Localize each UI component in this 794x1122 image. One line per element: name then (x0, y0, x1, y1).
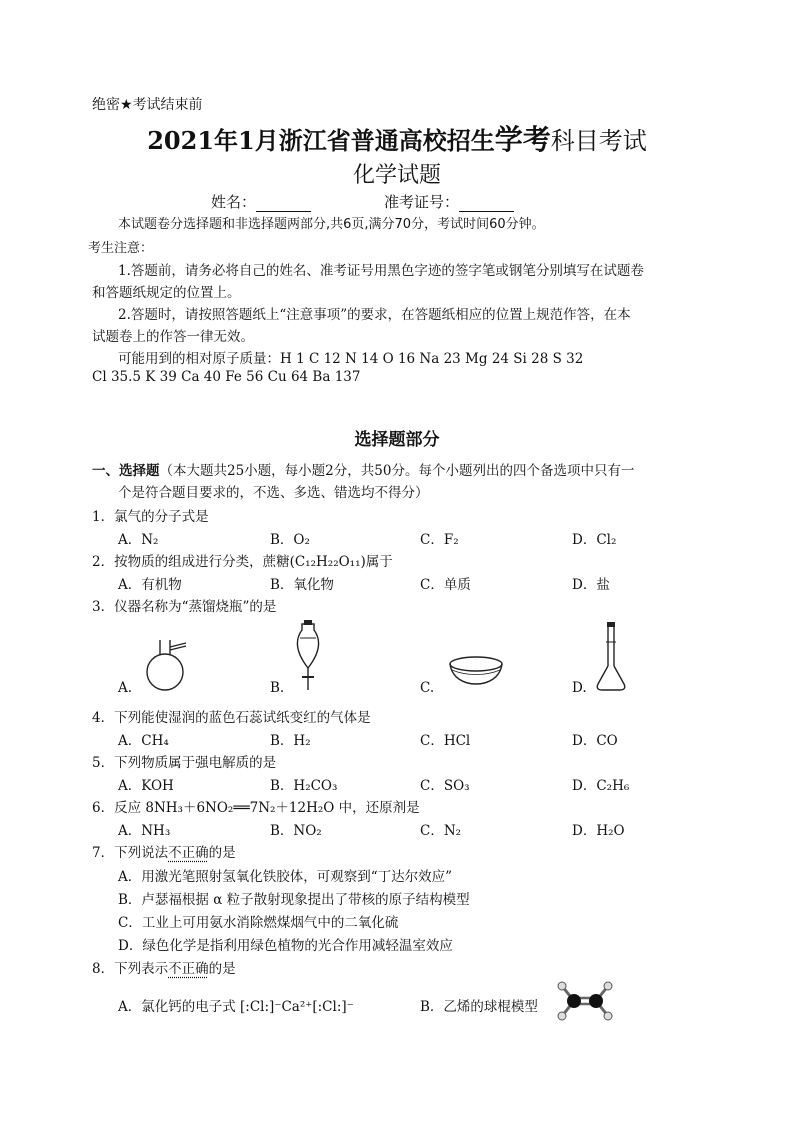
q7-stem-emphasis: 不正确 (168, 845, 209, 861)
q4-option-a: A．CH₄ (118, 733, 169, 749)
notice-1a: 1.答题前，请务必将自己的姓名、准考证号用黑色字迹的签字笔或钢笔分别填写在试题卷 (118, 263, 644, 279)
section-heading: 选择题部分 (354, 430, 440, 450)
title-post: 科目考试 (550, 127, 647, 155)
q3-option-d: D. (572, 680, 587, 696)
q6-option-b: B．NO₂ (270, 823, 322, 839)
q1-option-b: B．O₂ (270, 532, 310, 548)
q4-option-c: C．HCl (420, 733, 471, 749)
q8-stem (92, 957, 236, 977)
q7-option-d: D．绿色化学是指利用绿色植物的光合作用减轻温室效应 (118, 938, 453, 954)
q4-option-b: B．H₂ (270, 733, 311, 749)
distilling-flask-icon (140, 638, 190, 694)
q1-option-c: C．F₂ (420, 532, 459, 548)
ethylene-model-icon (556, 978, 614, 1024)
q2-option-d: D．盐 (572, 577, 610, 593)
notice-2b: 试题卷上的作答一律无效。 (92, 329, 254, 345)
part-one-header (92, 459, 634, 479)
name-blank (256, 197, 311, 212)
volumetric-flask-icon (594, 622, 628, 692)
exam-title (0, 118, 794, 158)
q4-option-d: D．CO (572, 733, 618, 749)
q5-option-d: D．C₂H₆ (572, 778, 630, 794)
q4-stem: 4．下列能使湿润的蓝色石蕊试纸变红的气体是 (92, 710, 371, 726)
id-blank (459, 197, 514, 212)
q1-stem: 1．氯气的分子式是 (92, 509, 209, 525)
notice-1b: 和答题纸规定的位置上。 (92, 285, 241, 301)
q8-stem-post: 的是 (208, 961, 236, 977)
q7-option-c: C．工业上可用氨水消除燃煤烟气中的二氧化硫 (118, 915, 399, 931)
id-label: 准考证号： (384, 193, 460, 211)
confidential-label: 绝密★考试结束前 (92, 97, 203, 113)
q8-option-a: A．氯化钙的电子式 [:Cl:]⁻Ca²⁺[:Cl:]⁻ (118, 999, 354, 1015)
q6-option-a: A．NH₃ (118, 823, 171, 839)
q6-stem: 6．反应 8NH₃＋6NO₂══7N₂＋12H₂O 中，还原剂是 (92, 800, 420, 816)
q1-option-a: A．N₂ (118, 532, 159, 548)
q3-option-c: C. (420, 680, 435, 696)
q5-option-a: A．KOH (118, 778, 174, 794)
q3-option-b: B. (270, 680, 285, 696)
q2-option-b: B．氧化物 (270, 577, 334, 593)
q8-stem-emphasis: 不正确 (168, 961, 209, 977)
name-label: 姓名： (211, 193, 257, 211)
q7-option-a: A．用激光笔照射氢氧化铁胶体，可观察到“丁达尔效应” (118, 869, 453, 885)
q2-stem: 2．按物质的组成进行分类，蔗糖(C₁₂H₂₂O₁₁)属于 (92, 554, 393, 570)
q6-option-d: D．H₂O (572, 823, 625, 839)
q3-stem: 3．仪器名称为“蒸馏烧瓶”的是 (92, 599, 277, 615)
atomic-masses-line1: 可能用到的相对原子质量：H 1 C 12 N 14 O 16 Na 23 Mg 24 Si 28 S 32 (118, 351, 584, 367)
separatory-funnel-icon (290, 620, 326, 692)
q7-stem-pre: 7．下列说法 (92, 845, 169, 861)
title-big: 学考 (494, 123, 551, 156)
q2-option-c: C．单质 (420, 577, 471, 593)
evaporating-dish-icon (446, 654, 506, 686)
exam-subtitle: 化学试题 (352, 163, 441, 188)
q7-stem (92, 841, 236, 861)
atomic-masses-line2: Cl 35.5 K 39 Ca 40 Fe 56 Cu 64 Ba 137 (92, 369, 361, 385)
name-field (211, 191, 311, 212)
title-pre: 2021年1月浙江省普通高校招生 (147, 126, 495, 155)
q5-option-b: B．H₂CO₃ (270, 778, 338, 794)
q6-option-c: C．N₂ (420, 823, 462, 839)
id-field (384, 191, 514, 212)
q8-option-b: B．乙烯的球棍模型 (420, 999, 538, 1015)
q2-option-a: A．有机物 (118, 577, 182, 593)
q5-stem: 5．下列物质属于强电解质的是 (92, 755, 277, 771)
q5-option-c: C．SO₃ (420, 778, 470, 794)
q1-option-d: D．Cl₂ (572, 532, 617, 548)
q3-option-a: A. (118, 680, 133, 696)
exam-intro: 本试题卷分选择题和非选择题两部分,共6页,满分70分，考试时间60分钟。 (118, 217, 545, 232)
notice-heading: 考生注意： (88, 241, 154, 256)
notice-2a: 2.答题时，请按照答题纸上“注意事项”的要求，在答题纸相应的位置上规范作答，在本 (118, 307, 631, 323)
q7-stem-post: 的是 (208, 845, 236, 861)
part-label: 一、选择题 (92, 463, 160, 479)
q8-stem-pre: 8．下列表示 (92, 961, 169, 977)
part-desc-b: 个是符合题目要求的，不选、多选、错选均不得分） (118, 485, 429, 501)
q7-option-b: B．卢瑟福根据 α 粒子散射现象提出了带核的原子结构模型 (118, 892, 470, 908)
part-desc-a: （本大题共25小题，每小题2分，共50分。每个小题列出的四个备选项中只有一 (159, 463, 635, 479)
